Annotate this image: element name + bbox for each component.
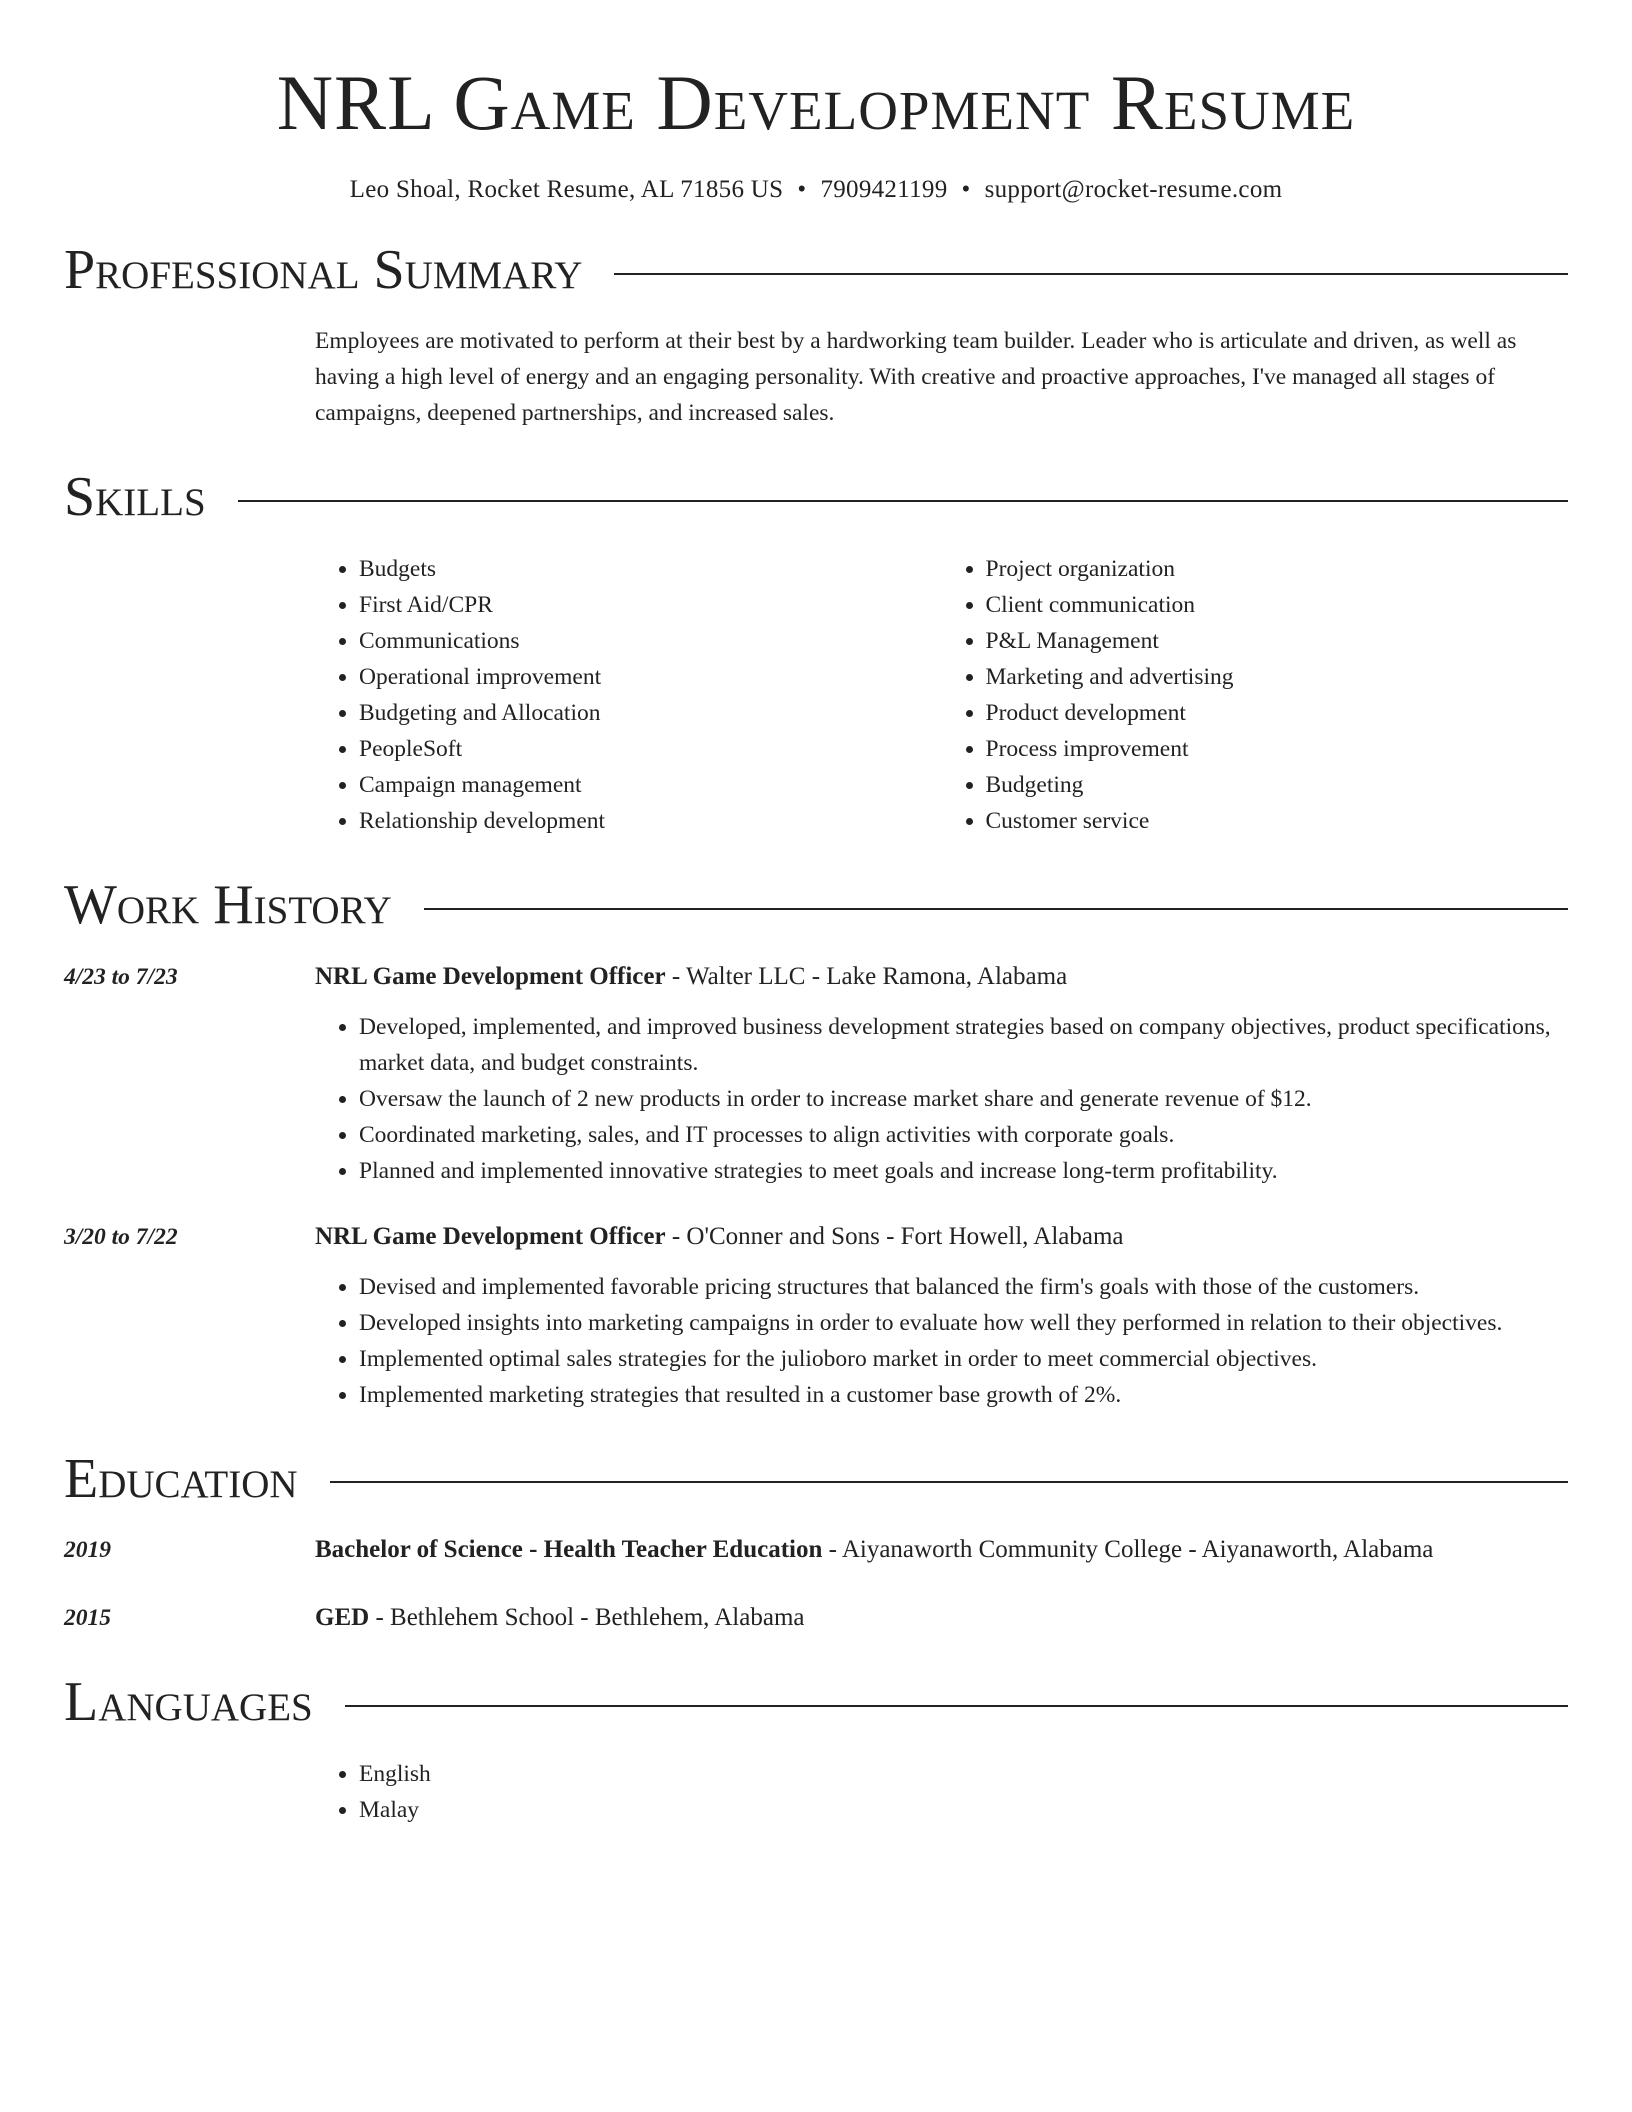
job-dates: 3/20 to 7/22 — [64, 1223, 178, 1250]
education-degree: GED — [315, 1604, 370, 1632]
education-body — [315, 1532, 1568, 1580]
contact-line — [64, 176, 1568, 204]
education-school: - Bethlehem School - Bethlehem, Alabama — [369, 1604, 805, 1632]
skills-section-header — [64, 467, 1568, 529]
contact-address: Leo Shoal, Rocket Resume, AL 71856 US — [349, 175, 784, 203]
languages-section-header — [64, 1672, 1568, 1734]
skill-item: • Marketing and advertising — [986, 659, 1569, 695]
skill-item: • Client communication — [986, 587, 1569, 623]
work-section-header — [64, 875, 1568, 937]
education-heading-line — [315, 1532, 1568, 1568]
job-bullets — [315, 1269, 1568, 1413]
job-bullet: • Implemented marketing strategies that resulted in a customer base growth of 2%. — [359, 1377, 1568, 1413]
job-bullets — [315, 1009, 1568, 1189]
job-bullet: • Oversaw the launch of 2 new products in order to increase market share and generate revenue of $12. — [359, 1081, 1568, 1117]
languages-content — [315, 1756, 1568, 1828]
job-company: - Walter LLC - Lake Ramona, Alabama — [665, 962, 1068, 990]
contact-separator: • — [961, 175, 971, 203]
job-bullet: • Devised and implemented favorable pricing structures that balanced the firm's goals with those of the customers. — [359, 1269, 1568, 1305]
job-bullet: • Planned and implemented innovative strategies to meet goals and increase long-term profitability. — [359, 1153, 1568, 1189]
job-heading — [315, 959, 1568, 995]
languages-list — [315, 1756, 1568, 1828]
job-bullet: • Implemented optimal sales strategies for the julioboro market in order to meet commercial objectives. — [359, 1341, 1568, 1377]
education-heading: Education — [64, 1447, 298, 1510]
skill-item: • Budgeting and Allocation — [359, 695, 942, 731]
contact-separator: • — [797, 175, 807, 203]
job-body — [315, 959, 1568, 1189]
job-bullet: • Developed, implemented, and improved business development strategies based on company objectives, product specifications, market data, and budget constraints. — [359, 1009, 1568, 1081]
skill-item: • Communications — [359, 623, 942, 659]
languages-heading: Languages — [64, 1671, 313, 1734]
skill-item: • Budgets — [359, 551, 942, 587]
section-divider — [614, 273, 1568, 275]
resume-header — [64, 0, 1568, 204]
education-heading-line — [315, 1600, 1568, 1636]
summary-heading: Professional Summary — [64, 238, 583, 301]
job-title: NRL Game Development Officer — [315, 962, 666, 990]
summary-text: Employees are motivated to perform at their best by a hardworking team builder. Leader who is articulate and driven, as well as having a high level of energy and an engaging personality. With creative and proactive approaches, I've managed all stages of campaigns, deepened partnerships, and increased sales. — [315, 328, 1517, 427]
skill-item: • Project organization — [986, 551, 1569, 587]
education-degree: Bachelor of Science - Health Teacher Education — [315, 1536, 823, 1564]
section-divider — [238, 500, 1568, 502]
skill-item: • Customer service — [986, 803, 1569, 839]
job-dates: 4/23 to 7/23 — [64, 963, 178, 990]
language-item: • English — [359, 1756, 1568, 1792]
skill-item: • Product development — [986, 695, 1569, 731]
skills-column-left — [315, 551, 942, 839]
job-entry — [64, 959, 1568, 1189]
education-year: 2019 — [64, 1537, 111, 1564]
skill-item: • Campaign management — [359, 767, 942, 803]
skill-item: • Budgeting — [986, 767, 1569, 803]
education-year: 2015 — [64, 1605, 111, 1632]
skill-item: • Operational improvement — [359, 659, 942, 695]
work-history — [64, 959, 1568, 1413]
skill-item: • Process improvement — [986, 731, 1569, 767]
job-company: - O'Conner and Sons - Fort Howell, Alabama — [665, 1222, 1124, 1250]
job-entry — [64, 1219, 1568, 1413]
job-bullet: • Developed insights into marketing campaigns in order to evaluate how well they performed in relation to their objectives. — [359, 1305, 1568, 1341]
skills-heading: Skills — [64, 466, 206, 529]
skill-item: • Relationship development — [359, 803, 942, 839]
contact-phone: 7909421199 — [820, 175, 948, 203]
section-divider — [330, 1481, 1568, 1483]
section-divider — [424, 908, 1568, 910]
summary-section-header — [64, 240, 1568, 302]
skill-item: • First Aid/CPR — [359, 587, 942, 623]
education-entry — [64, 1600, 1568, 1648]
education-list — [64, 1532, 1568, 1648]
skill-item: • P&L Management — [986, 623, 1569, 659]
education-entry — [64, 1532, 1568, 1580]
skills-column-right — [942, 551, 1569, 839]
contact-email: support@rocket-resume.com — [984, 175, 1283, 203]
education-body — [315, 1600, 1568, 1648]
education-school: - Aiyanaworth Community College - Aiyanaworth, Alabama — [822, 1536, 1434, 1564]
resume-title: NRL Game Development Resume — [276, 59, 1356, 146]
section-divider — [345, 1705, 1568, 1707]
language-item: • Malay — [359, 1792, 1568, 1828]
skills-list — [315, 551, 1568, 839]
education-section-header — [64, 1449, 1568, 1511]
summary-content — [315, 323, 1568, 431]
job-title: NRL Game Development Officer — [315, 1222, 666, 1250]
skill-item: • PeopleSoft — [359, 731, 942, 767]
work-heading: Work History — [64, 873, 392, 936]
job-bullet: • Coordinated marketing, sales, and IT processes to align activities with corporate goals. — [359, 1117, 1568, 1153]
job-body — [315, 1219, 1568, 1413]
job-heading — [315, 1219, 1568, 1255]
